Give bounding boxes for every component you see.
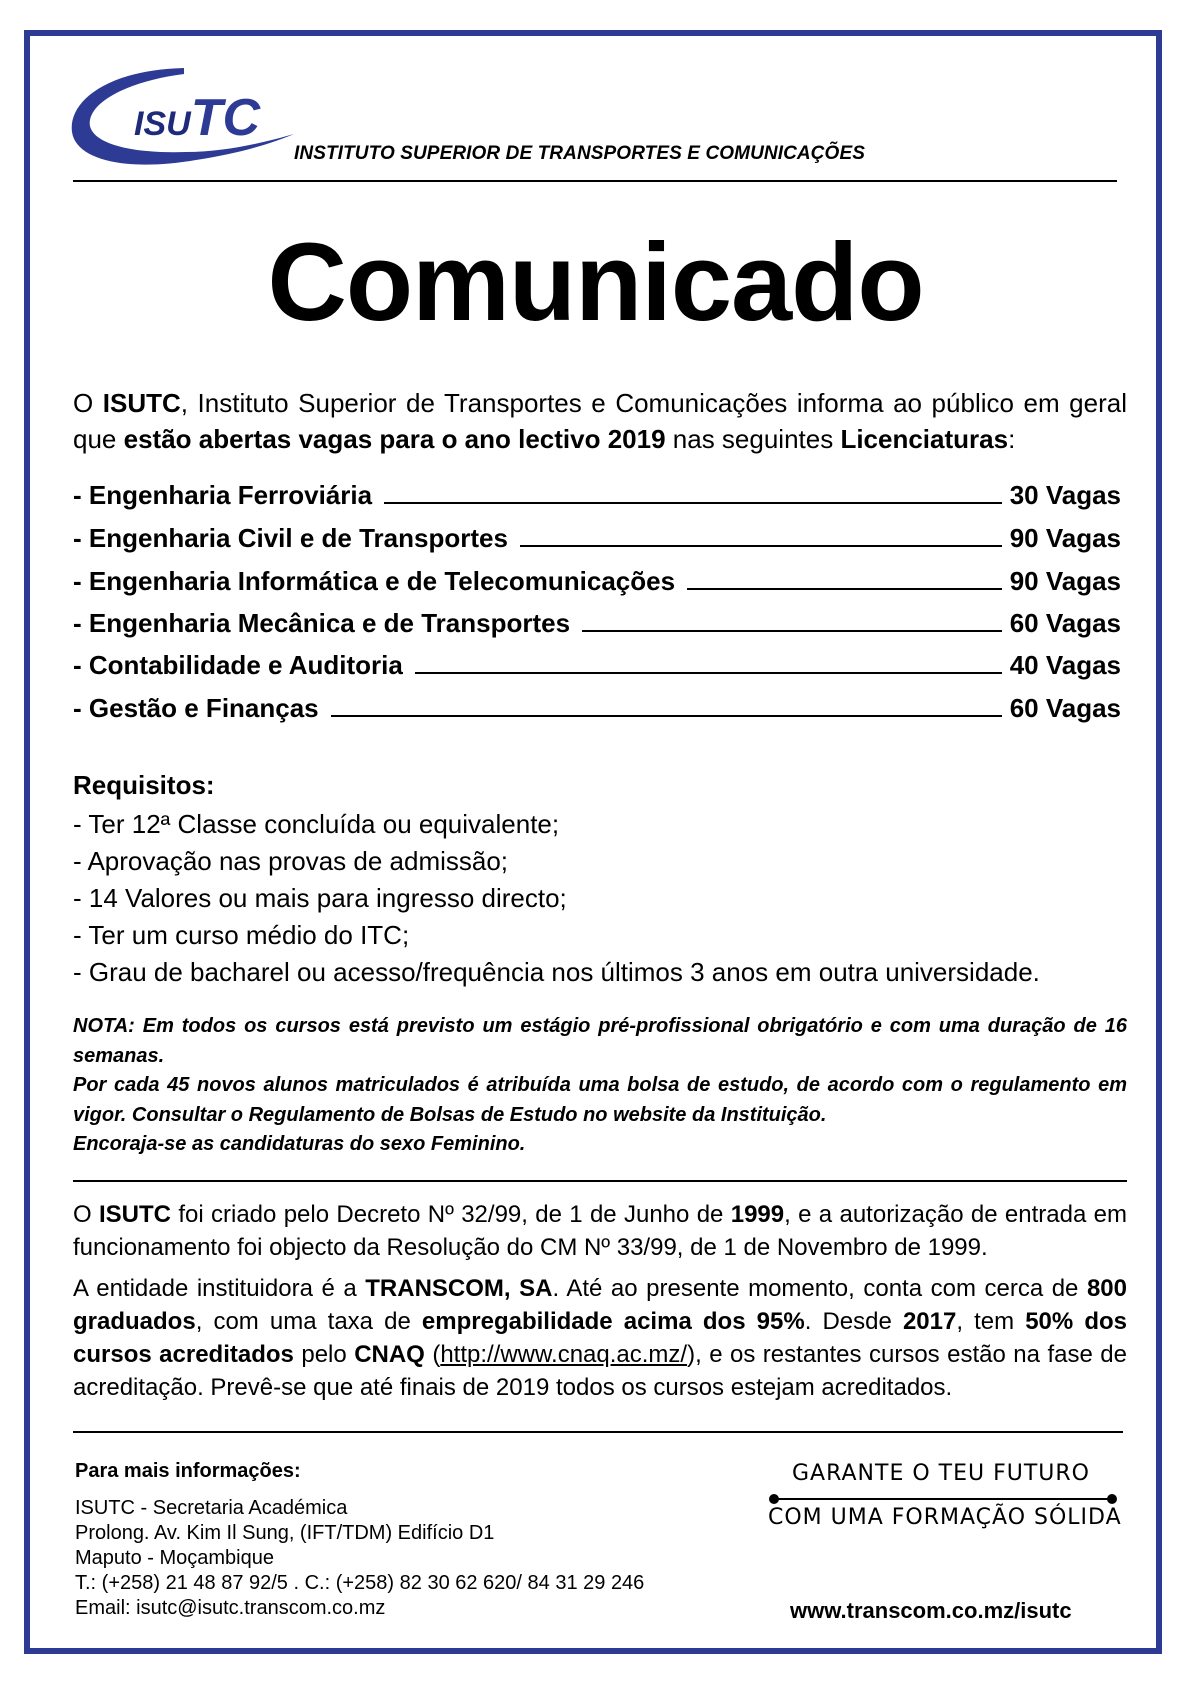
info2-year: 2017 [902, 1308, 957, 1335]
course-row [73, 520, 1121, 556]
contact-line: Maputo - Moçambique [75, 1547, 274, 1569]
info1-text: foi criado pelo Decreto Nº 32/99, de 1 de Junho de [171, 1201, 731, 1228]
page-title: Comunicado [267, 221, 924, 344]
leader-line [582, 606, 1002, 632]
contact-phone: T.: (+258) 21 48 87 92/5 . C.: (+258) 82 30 62 620/ 84 31 29 246 [75, 1572, 645, 1594]
slogan-line-1: GARANTE O TEU FUTURO [792, 1461, 1090, 1486]
header-divider [73, 180, 1117, 182]
requirements-list [73, 806, 1040, 991]
contact-title: Para mais informações: [75, 1460, 301, 1482]
logo-text-isu: ISU [134, 105, 191, 143]
course-row [73, 690, 1121, 726]
course-name: - Contabilidade e Auditoria [73, 650, 403, 680]
contact-line: Prolong. Av. Kim Il Sung, (IFT/TDM) Edifício D1 [75, 1522, 495, 1544]
intro-vagas-highlight: estão abertas vagas para o ano lectivo 2019 [123, 424, 666, 454]
intro-text-4: : [1008, 424, 1016, 454]
nota-block [73, 1012, 1127, 1160]
leader-line [520, 521, 1002, 547]
info1-year: 1999 [730, 1201, 785, 1228]
logo-text-tc: TC [190, 89, 261, 147]
intro-isutc: ISUTC [102, 388, 181, 418]
course-row [73, 563, 1121, 599]
info2-text: . Desde [804, 1308, 903, 1335]
requirement-item: - Aprovação nas provas de admissão; [73, 846, 509, 876]
nota-line: Por cada 45 novos alunos matriculados é atribuída uma bolsa de estudo, de acordo com o regulamento em vigor. Consultar o Regulamento de Bolsas de Estudo no website da Instituição. [73, 1074, 1127, 1126]
slogan-line-2: COM UMA FORMAÇÃO SÓLIDA [768, 1505, 1122, 1530]
nota-line: Encoraja-se as candidaturas do sexo Feminino. [73, 1133, 526, 1155]
course-row [73, 477, 1121, 513]
course-name: - Gestão e Finanças [73, 693, 319, 723]
course-name: - Engenharia Civil e de Transportes [73, 523, 508, 553]
course-vagas: 60 Vagas [1009, 693, 1121, 723]
entity-paragraph [73, 1272, 1127, 1404]
info2-text: , com uma taxa de [195, 1308, 422, 1335]
contact-block [75, 1496, 644, 1621]
contact-email[interactable]: Email: isutc@isutc.transcom.co.mz [75, 1597, 386, 1619]
intro-paragraph [73, 385, 1127, 457]
info2-text: ), e os restantes cursos estão na fase de acreditação. Prevê-se que até finais de 2019 todos os cursos estejam acreditados. [73, 1341, 1127, 1401]
slogan-divider [768, 1493, 1118, 1505]
course-vagas: 90 Vagas [1009, 523, 1121, 553]
cnaq-link[interactable]: http://www.cnaq.ac.mz/ [440, 1341, 688, 1368]
course-name: - Engenharia Ferroviária [73, 480, 373, 510]
leader-line [415, 648, 1002, 674]
requirement-item: - Ter um curso médio do ITC; [73, 920, 410, 950]
info2-text: ( [424, 1341, 441, 1368]
info2-text: , tem [956, 1308, 1026, 1335]
info2-text: pelo [293, 1341, 355, 1368]
requirement-item: - 14 Valores ou mais para ingresso directo; [73, 883, 567, 913]
course-name: - Engenharia Mecânica e de Transportes [73, 608, 571, 638]
course-vagas: 30 Vagas [1009, 480, 1121, 510]
info2-text: A entidade instituidora é a [73, 1275, 366, 1302]
contact-line: ISUTC - Secretaria Académica [75, 1497, 348, 1519]
course-vagas: 40 Vagas [1009, 650, 1121, 680]
info1-isutc: ISUTC [99, 1201, 171, 1228]
intro-licenciaturas: Licenciaturas [840, 424, 1009, 454]
requirements-title: Requisitos: [73, 770, 215, 800]
institute-name: INSTITUTO SUPERIOR DE TRANSPORTES E COMUNICAÇÕES [294, 143, 865, 164]
leader-line [687, 564, 1002, 590]
info2-acreditados: 50% dos cursos acreditados [73, 1308, 1128, 1368]
logo-wordmark [134, 88, 260, 148]
requirement-item: - Grau de bacharel ou acesso/frequência nos últimos 3 anos em outra universidade. [73, 957, 1040, 987]
course-row [73, 647, 1121, 683]
intro-text-1: O [73, 388, 103, 418]
course-vagas: 90 Vagas [1009, 566, 1121, 596]
leader-line [384, 478, 1002, 504]
requirement-item: - Ter 12ª Classe concluída ou equivalente; [73, 809, 560, 839]
info1-text: O [73, 1201, 99, 1228]
nota-line: NOTA: Em todos os cursos está previsto um estágio pré-profissional obrigatório e com uma duração de 16 semanas. [73, 1015, 1127, 1067]
info2-empregabilidade: empregabilidade acima dos 95% [421, 1308, 805, 1335]
founding-paragraph [73, 1198, 1127, 1264]
info2-text: . Até ao presente momento, conta com cerca de [552, 1275, 1087, 1302]
intro-text-3: nas seguintes [665, 424, 841, 454]
course-name: - Engenharia Informática e de Telecomunicações [73, 566, 676, 596]
intro-text-2: , Instituto Superior de Transportes e Comunicações informa ao público em geral que [73, 388, 1127, 454]
info1-text: , e a autorização de entrada em funcionamento foi objecto da Resolução do CM Nº 33/99, de 1 de Novembro de 1999. [73, 1201, 1127, 1261]
footer-divider [73, 1431, 1123, 1433]
leader-line [331, 691, 1002, 717]
info2-cnaq: CNAQ [354, 1341, 425, 1368]
course-row [73, 605, 1121, 641]
info2-graduados: 800 graduados [73, 1275, 1127, 1335]
course-vagas: 60 Vagas [1009, 608, 1121, 638]
info2-transcom: TRANSCOM, SA [365, 1275, 553, 1302]
website-link[interactable]: www.transcom.co.mz/isutc [790, 1598, 1072, 1623]
section-divider [73, 1180, 1127, 1182]
